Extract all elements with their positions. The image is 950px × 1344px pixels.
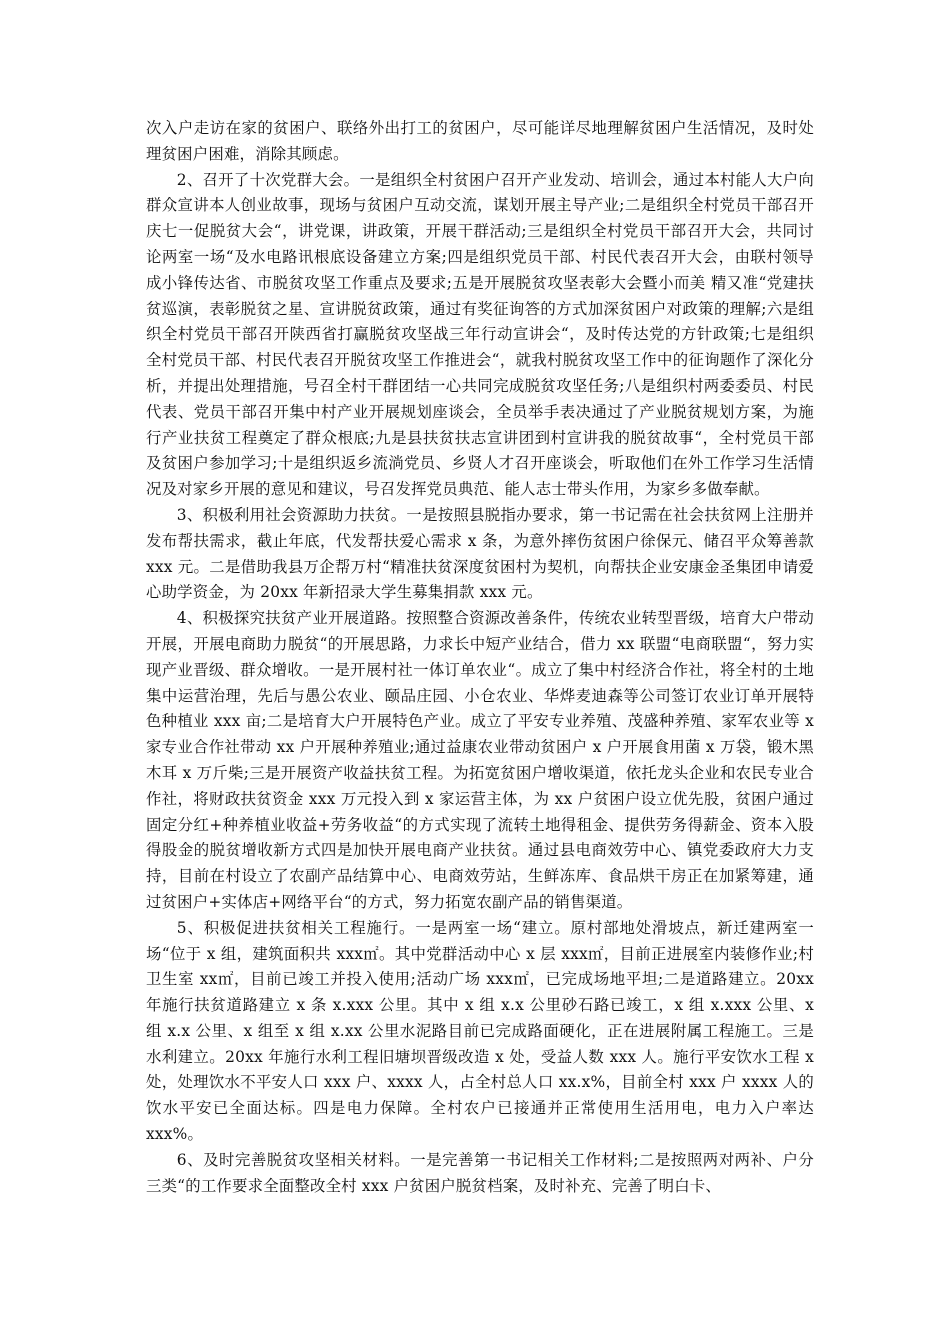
paragraph-item-2: 2、召开了十次党群大会。一是组织全村贫困户召开产业发动、培训会，通过本村能人大户向群众宣讲本人创业故事，现场与贫困户互动交流，谋划开展主导产业;二是组织全村党员干部召开庆七一促脱贫大会“，讲党课，讲政策，开展干群活动;三是组织全村党员干部召开大会，共同讨论两室一场“及水电路讯根底设备建立方案;四是组织党员干部、村民代表召开大会，由联村领导成小锋传达省、市脱贫攻坚工作重点及要求;五是开展脱贫攻坚表彰大会暨小而美 精又准“党建扶贫巡演，表彰脱贫之星、宣讲脱贫政策，通过有奖征询答的方式加深贫困户对政策的理解;六是组织全村党员干部召开陕西省打赢脱贫攻坚战三年行动宣讲会“，及时传达党的方针政策;七是组织全村党员干部、村民代表召开脱贫攻坚工作推进会“，就我村脱贫攻坚工作中的征询题作了深化分析，并提出处理措施，号召全村干群团结一心共同完成脱贫攻坚任务;八是组织村两委委员、村民代表、党员干部召开集中村产业开展规划座谈会，全员举手表决通过了产业脱贫规划方案，为施行产业扶贫工程奠定了群众根底;九是县扶贫扶志宣讲团到村宣讲我的脱贫故事“，全村党员干部及贫困户参加学习;十是组织返乡流淌党员、乡贤人才召开座谈会，听取他们在外工作学习生活情况及对家乡开展的意见和建议，号召发挥党员典范、能人志士带头作用，为家乡多做奉献。: [146, 170, 814, 499]
document-body: [146, 116, 814, 1199]
paragraph-item-5: 5、积极促进扶贫相关工程施行。一是两室一场“建立。原村部地处滑坡点，新迁建两室一场“位于 x 组，建筑面积共 xxx㎡。其中党群活动中心 x 层 xxx㎡，目前正进展室内装修作业;村卫生室 xx㎡，目前已竣工并投入使用;活动广场 xxx㎡，已完成场地平坦;二是道路建立。20xx 年施行扶贫道路建立 x 条 x.xxx 公里。其中 x 组 x.x 公里砂石路已竣工，x 组 x.xxx 公里、x 组 x.x 公里、x 组至 x 组 x.xx 公里水泥路目前已完成路面硬化，正在进展附属工程施工。三是水利建立。20xx 年施行水利工程旧塘坝晋级改造 x 处，受益人数 xxx 人。施行平安饮水工程 x 处，处理饮水不平安人口 xxx 户、xxxx 人，占全村总人口 xx.x%，目前全村 xxx 户 xxxx 人的饮水平安已全面达标。四是电力保障。全村农户已接通并正常使用生活用电，电力入户率达 xxx%。: [146, 918, 814, 1144]
paragraph-item-3: 3、积极利用社会资源助力扶贫。一是按照县脱指办要求，第一书记需在社会扶贫网上注册并发布帮扶需求，截止年底，代发帮扶爱心需求 x 条，为意外摔伤贫困户徐保元、储召平众筹善款 xxx 元。二是借助我县万企帮万村“精准扶贫深度贫困村为契机，向帮扶企业安康金圣集团申请爱心助学资金，为 20xx 年新招录大学生募集捐款 xxx 元。: [146, 505, 814, 602]
paragraph-item-6: 6、及时完善脱贫攻坚相关材料。一是完善第一书记相关工作材料;二是按照两对两补、户分三类“的工作要求全面整改全村 xxx 户贫困户脱贫档案，及时补充、完善了明白卡、: [146, 1150, 814, 1195]
paragraph-continuation: 次入户走访在家的贫困户、联络外出打工的贫困户，尽可能详尽地理解贫困户生活情况，及时处理贫困户困难，消除其顾虑。: [146, 119, 814, 163]
paragraph-item-4: 4、积极探究扶贫产业开展道路。按照整合资源改善条件，传统农业转型晋级，培育大户带动开展，开展电商助力脱贫“的开展思路，力求长中短产业结合，借力 xx 联盟“电商联盟“，努力实现产业晋级、群众增收。一是开展村社一体订单农业“。成立了集中村经济合作社，将全村的土地集中运营治理，先后与愚公农业、颐品庄园、小仓农业、华烨麦迪森等公司签订农业订单开展特色种植业 xxx 亩;二是培育大户开展特色产业。成立了平安专业养殖、茂盛种养殖、家军农业等 x 家专业合作社带动 xx 户开展种养殖业;通过益康农业带动贫困户 x 户开展食用菌 x 万袋，锻木黑木耳 x 万斤柴;三是开展资产收益扶贫工程。为拓宽贫困户增收渠道，依托龙头企业和农民专业合作社，将财政扶贫资金 xxx 万元投入到 x 家运营主体，为 xx 户贫困户设立优先股，贫困户通过固定分红+种养植业收益+劳务收益“的方式实现了流转土地得租金、提供劳务得薪金、资本入股得股金的脱贫增收新方式四是加快开展电商产业扶贫。通过县电商效劳中心、镇党委政府大力支持，目前在村设立了农副产品结算中心、电商效劳站，生鲜冻库、食品烘干房正在加紧筹建，通过贫困户+实体店+网络平台“的方式，努力拓宽农副产品的销售渠道。: [146, 609, 814, 911]
